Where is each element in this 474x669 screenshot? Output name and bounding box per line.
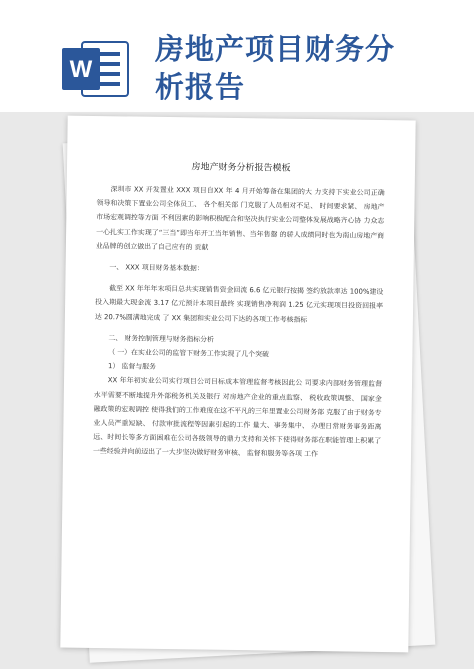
section-heading-1: 一、 XXX 项目财务基本数据： xyxy=(109,263,204,273)
paragraph-supervision: XX 年年初实业公司实行项目公司目标成本管理监督考核因此公 司要求内部财务管理监督水平需要不断地提升外部税务机关及银行 对房地产企业的重点监察、 税收政策调整、 国家金融政策的宏观调控 使得我们的工作难度在这不平凡的三年里置业公司财务部 克服了由于财务专业人员严重短缺、 付款审批流程等因素引起的工作 量大、事务集中、 办理日常财务事务距离远、时间长等多方面困难在公司各级领导的鼎力支持和关怀下使得财务部在职能管理上积累了 一些经验并向前迈出了一大步坚决做好财务审核、 监督和服务等各项 工作 xyxy=(92,376,383,459)
paragraph-intro: 深圳市 XX 开发置业 XXX 项目自XX 年 4 月开始筹备在集团的大 力支持下实业公司正确领导和决策下置业公司全体员工、 各个相关部 门克服了人员相对不足、 时间要求紧、 房地产市场宏观调控等方面 不利因素的影响积极配合和坚决执行实业公司整体发展战略齐心协 力众志一心扎实工作实现了“三当”即当年开工当年销售、当年售罄 的骄人成绩同时也为南山房地产商业品牌的创立做出了自己应有的 贡献 xyxy=(95,185,385,252)
banner-title-line-2: 析报告 xyxy=(155,70,246,104)
banner-title-line-1: 房地产项目财务分 xyxy=(155,32,396,66)
subsection-heading: （ 一）在实业公司的监管下财务工作实现了几个突破 xyxy=(108,348,269,359)
word-document-icon xyxy=(60,38,130,100)
item-heading: 1） 监督与服务 xyxy=(107,362,157,372)
word-icon-letter: W xyxy=(69,56,93,83)
section-heading-2: 二、 财务控制管理与财务指标分析 xyxy=(108,334,215,344)
banner-title xyxy=(155,30,455,106)
document-page xyxy=(60,116,415,653)
paragraph-financial-data: 截至 XX 年年年末项目总共实现销售资金回流 6.6 亿元银行按揭 签约放款率达 100%建设投入期最大现金流 3.17 亿元预计本项目最终 实现销售净利润 1.25 亿元实现项目投资回报率达 20.7%圆满地完成 了 XX 集团和实业公司下达的各项工作考核指标 xyxy=(94,284,384,324)
document-banner xyxy=(0,0,474,112)
document-title: 房地产财务分析报告模板 xyxy=(191,162,291,174)
